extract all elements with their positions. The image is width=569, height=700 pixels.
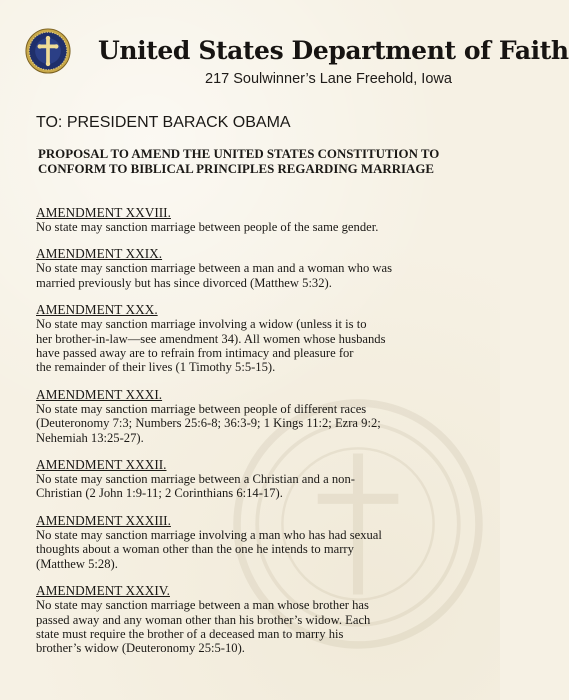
amendment-text: No state may sanction marriage between a man whose brother has passed away and any woman other than his brother’s widow. Each state must require the brother of a deceased man to marry his brother’s widow (Deuteronomy 25:5-10). [36,598,371,656]
amendments-list [36,206,476,669]
cross-seal-icon [25,28,71,74]
amendment-item [36,206,476,234]
department-address: 217 Soulwinner’s Lane Freehold, Iowa [205,71,452,87]
amendment-heading: AMENDMENT XXXIII. [36,512,171,528]
proposal-title [38,147,488,177]
amendment-heading: AMENDMENT XXXII. [36,457,167,473]
amendment-heading: AMENDMENT XXX. [36,302,158,318]
amendment-heading: AMENDMENT XXVIII. [36,205,171,220]
amendment-item [36,303,476,375]
amendment-item [36,514,476,571]
amendment-item [36,584,476,656]
amendment-text: No state may sanction marriage involving a widow (unless it is to her brother-in-law—see amendment 34). All women whose husbands have passed away are to refrain from intimacy and pleasure for the remainder of their lives (1 Timothy 5:5-15). [36,317,386,375]
amendment-item [36,247,476,290]
amendment-item [36,458,476,501]
amendment-text: No state may sanction marriage between a Christian and a non- Christian (2 John 1:9-11; 2 Corinthians 6:14-17). [36,472,355,501]
amendment-text: No state may sanction marriage between people of different races (Deuteronomy 7:3; Numbers 25:6-8; 36:3-9; 1 Kings 11:2; Ezra 9:2; Nehemiah 13:25-27). [36,401,381,445]
amendment-text: No state may sanction marriage between people of the same gender. [36,220,379,234]
amendment-heading: AMENDMENT XXIX. [36,246,163,262]
recipient-line: TO: PRESIDENT BARACK OBAMA [36,114,291,131]
amendment-heading: AMENDMENT XXXI. [36,386,163,402]
amendment-text: No state may sanction marriage involving a man who has had sexual thoughts about a woman other than the one he intends to marry (Matthew 5:28). [36,527,382,571]
amendment-item [36,388,476,445]
amendment-text: No state may sanction marriage between a man and a woman who was married previously but has since divorced (Matthew 5:32). [36,261,393,290]
proposal-title-text: PROPOSAL TO AMEND THE UNITED STATES CONSTITUTION TO CONFORM TO BIBLICAL PRINCIPLES REGARDING MARRIAGE [38,147,440,176]
department-title: United States Department of Faith [98,36,569,65]
amendment-heading: AMENDMENT XXXIV. [36,583,170,599]
